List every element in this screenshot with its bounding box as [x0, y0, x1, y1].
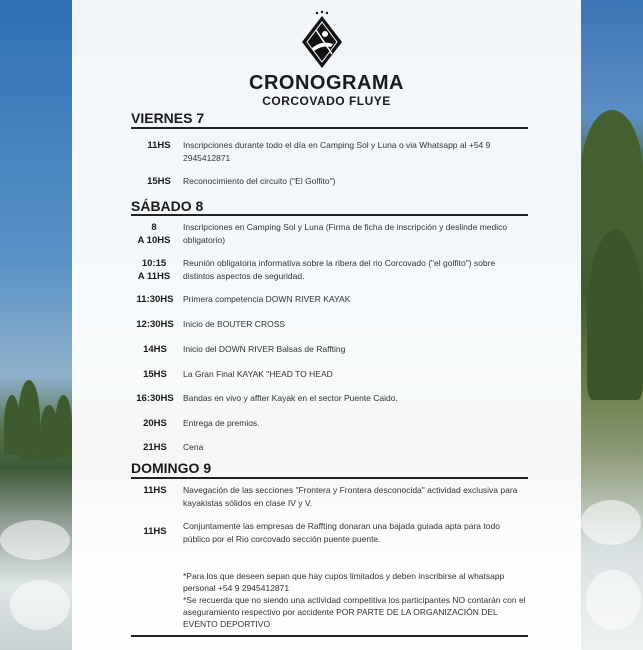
event-description: Reunión obligatoria informativa sobre la ribera del rio Corcovado ("el golfito") sobre distintos aspectos de seguridad. — [183, 258, 496, 281]
background-photo-left — [0, 0, 72, 650]
event-time: 11HS — [147, 140, 171, 151]
divider — [131, 127, 528, 129]
event-time: 10:15 A 11HS — [137, 258, 171, 282]
day-heading-friday: VIERNES 7 — [131, 110, 205, 126]
event-time: 14HS — [143, 344, 167, 355]
note-registration: *Para los que deseen sepan que hay cupos limitados y deben inscribirse al whatsapp personal +54 9 2945412871 — [183, 571, 505, 593]
event-description: Entrega de premios. — [183, 418, 260, 428]
event-time: 15HS — [147, 176, 171, 187]
background-photo-right — [581, 0, 643, 650]
event-description: Bandas en vivo y affter Kayak en el sector Puente Caido. — [183, 393, 398, 403]
page-title: CRONOGRAMA — [249, 72, 404, 94]
page-subtitle: CORCOVADO FLUYE — [262, 94, 391, 108]
event-description: Inscripciones durante todo el día en Camping Sol y Luna o via Whatsapp al +54 9 2945412871 — [183, 140, 491, 163]
event-description: Conjuntamente las empresas de Raffting donaran una bajada guiada apta para todo público por el Rio corcovado sección puente puente. — [183, 521, 500, 544]
event-time: 20HS — [143, 418, 167, 429]
event-time: 21HS — [143, 442, 167, 453]
event-time: 15HS — [143, 369, 167, 380]
event-time: 11:30HS — [136, 294, 174, 305]
event-description: Primera competencia DOWN RIVER KAYAK — [183, 294, 351, 304]
event-description: Reconocimiento del circuito ("El Golfito") — [183, 176, 336, 186]
event-time: 12:30HS — [136, 319, 174, 330]
event-time: 11HS — [143, 526, 167, 537]
day-heading-sunday: DOMINGO 9 — [131, 460, 212, 476]
event-description: Cena — [183, 442, 204, 452]
event-description: Navegación de las secciones "Frontera y Frontera desconocida" actividad exclusiva para kayakistas sólidos en clase IV y V. — [183, 485, 518, 508]
divider — [131, 477, 528, 479]
event-description: Inicio de BOUTER CROSS — [183, 319, 286, 329]
kayak-diamond-icon — [298, 10, 346, 70]
event-description: Inicio del DOWN RIVER Balsas de Raffting — [183, 344, 346, 354]
event-time: 8 A 10HS — [137, 222, 171, 246]
divider — [131, 214, 528, 216]
event-description: Inscripciones en Camping Sol y Luna (Firma de ficha de inscripción y deslinde medico obligatorio) — [183, 222, 508, 245]
event-time: 11HS — [143, 485, 167, 496]
day-heading-saturday: SÁBADO 8 — [131, 198, 204, 214]
event-time: 16:30HS — [136, 393, 174, 404]
note-insurance: *Se recuerda que no siendo una actividad competitiva los participantes NO contarán con el aseguramiento respectivo por accidente POR PARTE DE LA ORGANIZACIÓN DEL EVENTO DEPORTIVO — [183, 595, 526, 629]
divider — [131, 635, 528, 637]
event-description: La Gran Final KAYAK "HEAD TO HEAD — [183, 369, 333, 379]
